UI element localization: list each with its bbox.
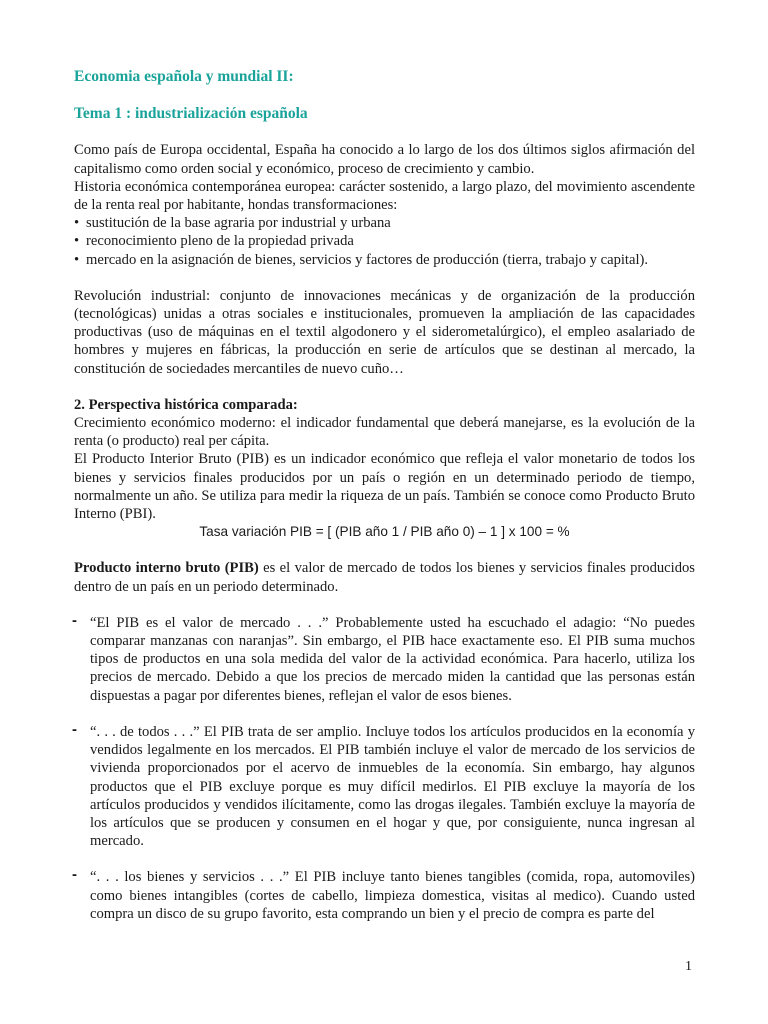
topic-heading: Tema 1 : industrialización española: [74, 105, 308, 123]
intro-paragraph-2: Historia económica contemporánea europea: carácter sostenido, a largo plazo, del movimiento ascendente de la renta real por habitante, hondas transformaciones:: [74, 178, 695, 214]
transformations-list: [74, 214, 695, 269]
dash-item-all: [72, 720, 695, 850]
section-2-title: 2. Perspectiva histórica comparada:: [74, 396, 298, 413]
pib-term: Producto interno bruto (PIB): [74, 560, 259, 577]
list-item: “. . . de todos . . .” El PIB trata de ser amplio. Incluye todos los artículos producidos en la economía y vendidos legalmente en los mercados. El PIB también incluye el valor de mercado de los servicios de vivienda proporcionados por el acervo de inmuebles de la economía. Sin embargo, hay algunos productos que el PIB excluye porque es muy difícil medirlos. El PIB excluye la mayoría de los artículos producidos y vendidos ilícitamente, como las drogas ilegales. También excluye la mayoría de los artículos que se producen y consumen en el hogar y que, por consiguiente, nunca ingresan al mercado.: [90, 723, 695, 850]
dash-item-goods-services: [72, 866, 695, 923]
dash-bullet: -: [72, 720, 77, 738]
list-item: “El PIB es el valor de mercado . . .” Probablemente usted ha escuchado el adagio: “No puedes comparar manzanas con naranjas”. Sin embargo, el PIB hace exactamente eso. El PIB suma muchos tipos de productos en una sola medida del valor de la actividad económica. Para hacerlo, utiliza los precios de mercado. Debido a que los precios de mercado miden la cantidad que las personas están dispuestas a pagar por diferentes bienes, reflejan el valor de esos bienes.: [90, 614, 695, 704]
document-page: [74, 68, 695, 923]
pib-definition: [74, 559, 695, 595]
dash-bullet: -: [72, 866, 77, 884]
document-title: Economia española y mundial II:: [74, 68, 294, 85]
list-item: • reconocimiento pleno de la propiedad privada: [74, 232, 695, 250]
list-item: • sustitución de la base agraria por industrial y urbana: [74, 214, 695, 232]
list-item: • mercado en la asignación de bienes, servicios y factores de producción (tierra, trabajo y capital).: [74, 251, 695, 269]
list-item: “. . . los bienes y servicios . . .” El PIB incluye tanto bienes tangibles (comida, ropa, automoviles) como bienes intangibles (cortes de cabello, limpieza domestica, visitas al medico). Cuando usted compra un disco de su grupo favorito, esta comprando un bien y el precio de compra es parte del: [90, 869, 695, 922]
intro-paragraph-1: Como país de Europa occidental, España ha conocido a lo largo de los dos últimos siglos afirmación del capitalismo como orden social y económico, proceso de crecimiento y cambio.: [74, 142, 695, 177]
pib-definition-text: es el valor de mercado de todos los bienes y servicios finales producidos dentro de un país en un periodo determinado.: [74, 560, 695, 595]
pib-formula: Tasa variación PIB = [ (PIB año 1 / PIB año 0) – 1 ] x 100 = %: [199, 524, 570, 540]
section-2-paragraph-1: Crecimiento económico moderno: el indicador fundamental que deberá manejarse, es la evolución de la renta (o producto) real per cápita.: [74, 415, 695, 450]
dash-item-market-value: [72, 611, 695, 705]
revolution-paragraph: Revolución industrial: conjunto de innovaciones mecánicas y de organización de la producción (tecnológicas) unidas a otras sociales e institucionales, promueven la ampliación de las capacidades productivas (uso de máquinas en el textil algodonero y el siderometalúrgico), el empleo asalariado de hombres y mujeres en fábricas, la producción en serie de artículos que se destinan al mercado, la constitución de sociedades mercantiles de nuevo cuño…: [74, 287, 695, 377]
section-2-paragraph-2: El Producto Interior Bruto (PIB) es un indicador económico que refleja el valor monetario de todos los bienes y servicios finales producidos por un país o región en un determinado periodo de tiempo, normalmente un año. Se utiliza para medir la riqueza de un país. También se conoce como Producto Bruto Interno (PBI).: [74, 451, 695, 523]
page-number: 1: [685, 959, 692, 974]
dash-bullet: -: [72, 611, 77, 629]
